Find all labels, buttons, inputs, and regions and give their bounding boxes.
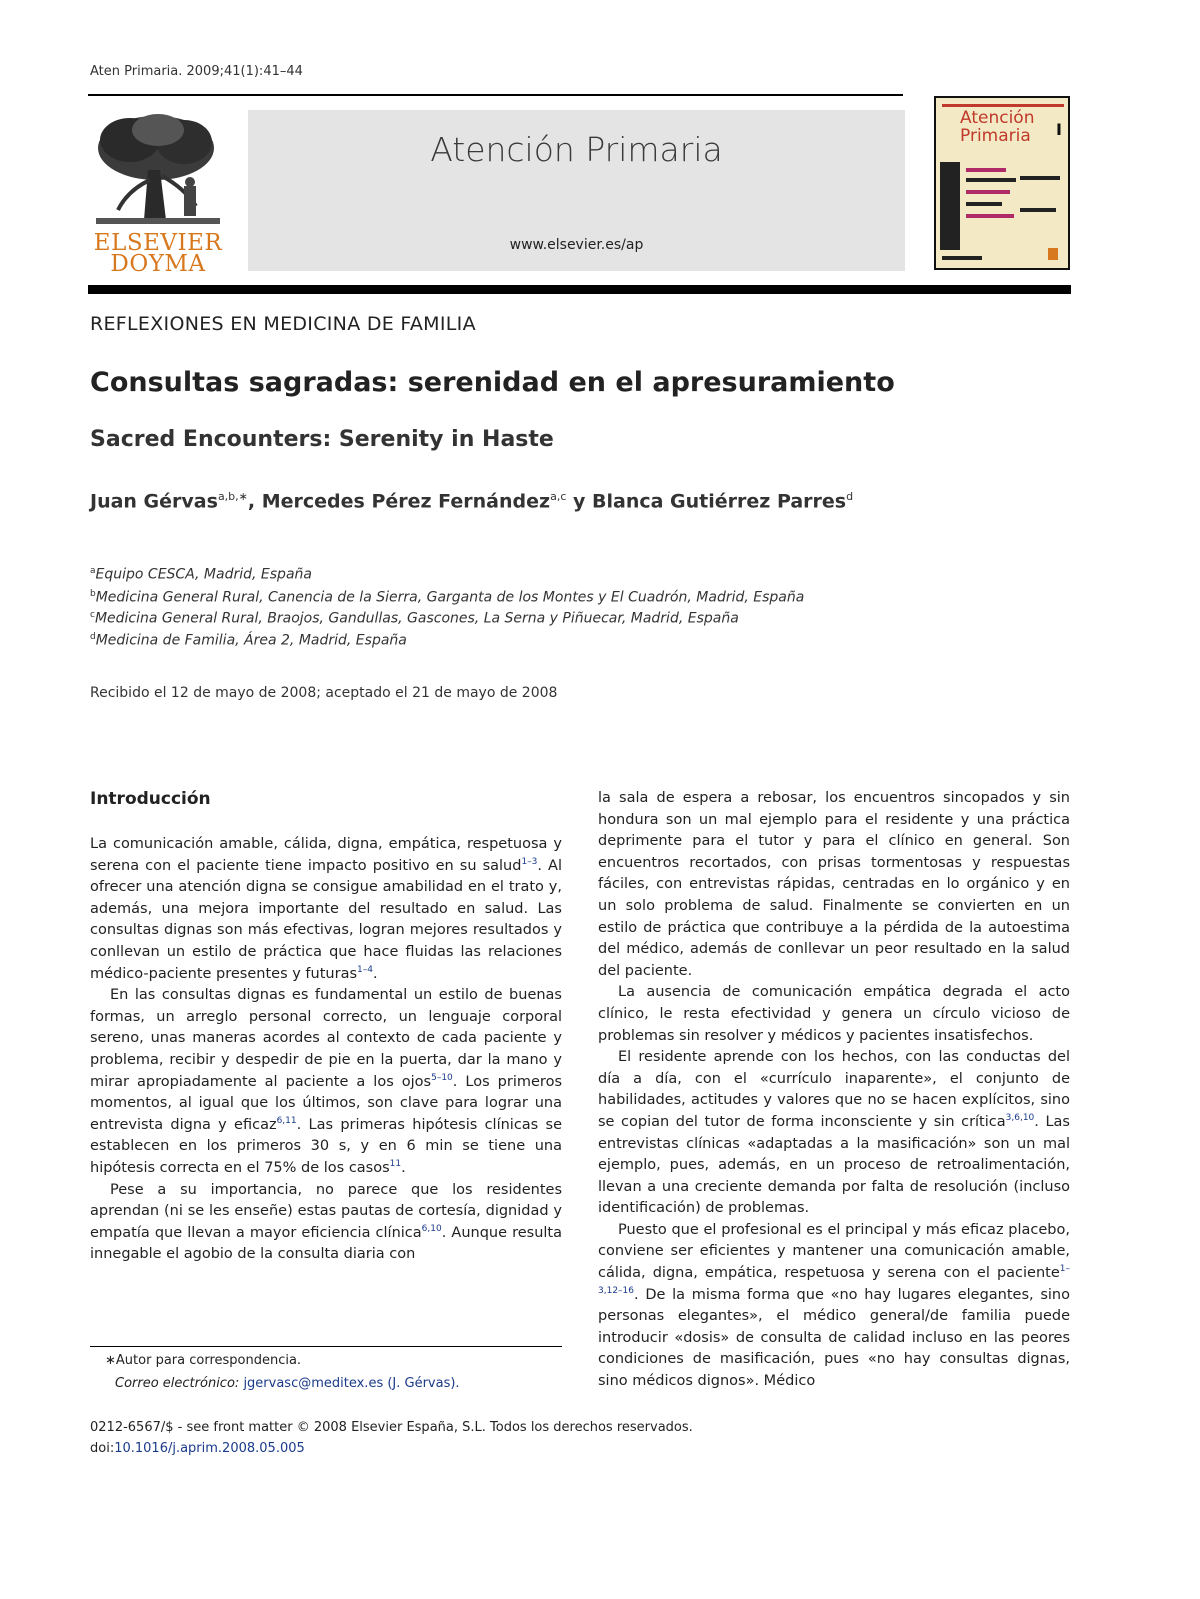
issn-line: 0212-6567/$ - see front matter © 2008 Elsevier España, S.L. Todos los derechos reservados. [90,1420,693,1435]
footnote-mark: ∗ [105,1353,116,1368]
logo-word-doyma: DOYMA [110,251,206,277]
affiliation-sup: d [90,632,96,642]
text: El residente aprende con los hechos, con las conductas del día a día, con el «currículo inaparente», el conjunto de habilidades, actitudes y valores que no se hacen explícitos, sino se copian del tutor de forma inconsciente y sin crítica [598,1049,1070,1130]
affiliation-sup: b [90,589,96,599]
article-title-es: Consultas sagradas: serenidad en el apresuramiento [90,367,895,398]
text: En las consultas dignas es fundamental un estilo de buenas formas, un arreglo personal correcto, un lenguaje corporal sereno, unas maneras acordes al contexto de cada paciente y problema, recibir y despedir de pie en la puerta, dar la mano y mirar apropiadamente al paciente a los ojos [90,987,562,1090]
text: . Los primeros momentos, al igual que los últimos, son clave para lograr una entrevista digna y eficaz [90,1073,562,1133]
affiliation-text: Medicina General Rural, Canencia de la Sierra, Garganta de los Montes y El Cuadrón, Madrid, España [95,589,805,606]
affiliation [90,589,804,606]
footnote-text: Autor para correspondencia. [115,1353,302,1368]
journal-cover-thumbnail [934,96,1070,270]
journal-url-link[interactable]: www.elsevier.es/ap [509,237,644,253]
received-date: Recibido el 12 de mayo de 2008; aceptado el 21 de mayo de 2008 [90,685,558,701]
doi-line [90,1441,305,1456]
cover-line [966,214,1014,218]
paragraph [598,788,1070,982]
masthead-rule [88,285,1071,294]
body-column-right [598,788,1070,1393]
reference-link[interactable]: 1–3,12–16 [598,1264,1070,1296]
author-separator: , [247,490,262,513]
paragraph [90,1180,562,1266]
reference-link[interactable]: 3,6,10 [1005,1113,1035,1124]
paragraph: La ausencia de comunicación empática degrada el acto clínico, le resta efectividad y genera un círculo vicioso de problemas sin resolver y médicos y pacientes insatisfechos. [598,984,1070,1044]
affiliation-text: Medicina General Rural, Braojos, Gandullas, Gascones, La Serna y Piñuecar, Madrid, España [94,610,739,627]
text: . Las entrevistas clínicas «adaptadas a la masificación» son un mal ejemplo, pues, además, en un proceso de retroalimentación, llevan a una creciente demanda por falta de resolución (incluso identificación) de problemas. [598,1113,1070,1217]
cover-side-bar [940,162,960,250]
cover-line [966,202,1002,206]
cover-line [966,178,1016,182]
cover-title-line1: Atención [960,108,1035,128]
reference-link[interactable]: 5–10 [431,1072,453,1083]
author-sup: a,c [550,490,567,503]
elsevier-doyma-logo [88,110,228,275]
text: . [372,965,378,982]
article-title-en: Sacred Encounters: Serenity in Haste [90,427,554,452]
journal-citation: Aten Primaria. 2009;41(1):41–44 [90,64,303,79]
cover-top-strip [942,104,1064,107]
author-name: Blanca Gutiérrez Parres [592,490,847,513]
affiliation-text: Equipo CESCA, Madrid, España [95,566,312,583]
cover-logo-mark [1048,248,1058,260]
cover-line [942,256,982,260]
paragraph [90,985,562,1179]
author-name: Mercedes Pérez Fernández [261,490,551,513]
email-label: Correo electrónico: [115,1376,240,1391]
section-label: REFLEXIONES EN MEDICINA DE FAMILIA [90,313,476,335]
text: . Aunque resulta innegable el agobio de la consulta diaria con [90,1224,562,1263]
text: . [401,1159,406,1176]
affiliation-sup: c [90,610,95,620]
doi-link[interactable]: 10.1016/j.aprim.2008.05.005 [114,1441,305,1456]
journal-banner [248,110,905,271]
author-sup: d [846,490,854,503]
doi-label: doi: [90,1441,115,1456]
journal-title: Atención Primaria [430,130,723,169]
affiliation-text: Medicina de Familia, Área 2, Madrid, España [95,632,407,649]
reference-link[interactable]: 11 [389,1159,402,1170]
footnote-corresponding [105,1353,301,1368]
tree-icon [88,110,228,228]
reference-link[interactable]: 1–3 [521,856,538,867]
section-heading: Introducción [90,789,211,809]
cover-line [966,168,1006,172]
cover-issue-mark: I [1056,120,1062,139]
text: La comunicación amable, cálida, digna, empática, respetuosa y serena con el paciente tiene impacto positivo en su salud [90,836,562,874]
body-column-left [90,834,562,1266]
text: Pese a su importancia, no parece que los residentes aprendan (ni se les enseñe) estas pautas de cortesía, dignidad y empatía que llevan a mayor eficiencia clínica [90,1181,562,1241]
footnote-email [115,1376,460,1391]
affiliation-sup: a [90,566,96,576]
paragraph [598,1220,1070,1393]
affiliation [90,610,739,627]
footnote-rule [90,1346,562,1347]
header-rule [88,94,903,96]
affiliation [90,632,407,649]
email-link[interactable]: jgervasc@meditex.es (J. Gérvas). [243,1376,460,1391]
text: la sala de espera a rebosar, los encuentros sincopados y sin hondura son un mal ejemplo para el residente y una práctica deprimente para el tutor y para el clínico en general. Son encuentros recortados, con prisas tormentosas y respuestas fáciles, con entrevistas rápidas, centradas en lo orgánico y en un solo problema de salud. Finalmente se convierten en un estilo de práctica que contribuye a la pérdida de la autoestima del médico, además de conllevar un peor resultado en la salud del paciente. [598,790,1070,979]
reference-link[interactable]: 1–4 [357,964,373,975]
author-name: Juan Gérvas [90,490,218,513]
reference-link[interactable]: 6,10 [421,1223,442,1234]
paragraph [598,1047,1070,1220]
author-sup: a,b,∗ [217,490,248,503]
reference-link[interactable]: 6,11 [276,1115,297,1126]
author-separator: y [566,490,592,513]
cover-title-line2: Primaria [960,126,1031,146]
author-list [90,490,853,512]
text: . De la misma forma que «no hay lugares elegantes, sino personas elegantes», el médico general/de familia puede introducir «dosis» de consulta de calidad incluso en las peores condiciones de masificación, pues «no hay consultas dignas, sino médicos dignos». Médico [598,1286,1070,1390]
affiliation [90,566,312,583]
text: Puesto que el profesional es el principal y más eficaz placebo, conviene ser eficientes y mantener una comunicación amable, cálida, digna, empática, respetuosa y serena con el paciente [598,1221,1070,1282]
text: . Al ofrecer una atención digna se consigue amabilidad en el trato y, además, una mejora importante del resultado en salud. Las consultas dignas son más efectivas, logran mejores resultados y conllevan un estilo de práctica que hace fluidas las relaciones médico-paciente presentes y futuras [90,857,562,982]
cover-line [1020,208,1056,212]
cover-line [1020,176,1060,180]
cover-line [966,190,1010,194]
text: . Las primeras hipótesis clínicas se establecen en los primeros 30 s, y en 6 min se tiene una hipótesis correcta en el 75% de los casos [90,1116,562,1176]
paragraph [90,834,562,985]
logo-word-elsevier: ELSEVIER [93,230,223,256]
